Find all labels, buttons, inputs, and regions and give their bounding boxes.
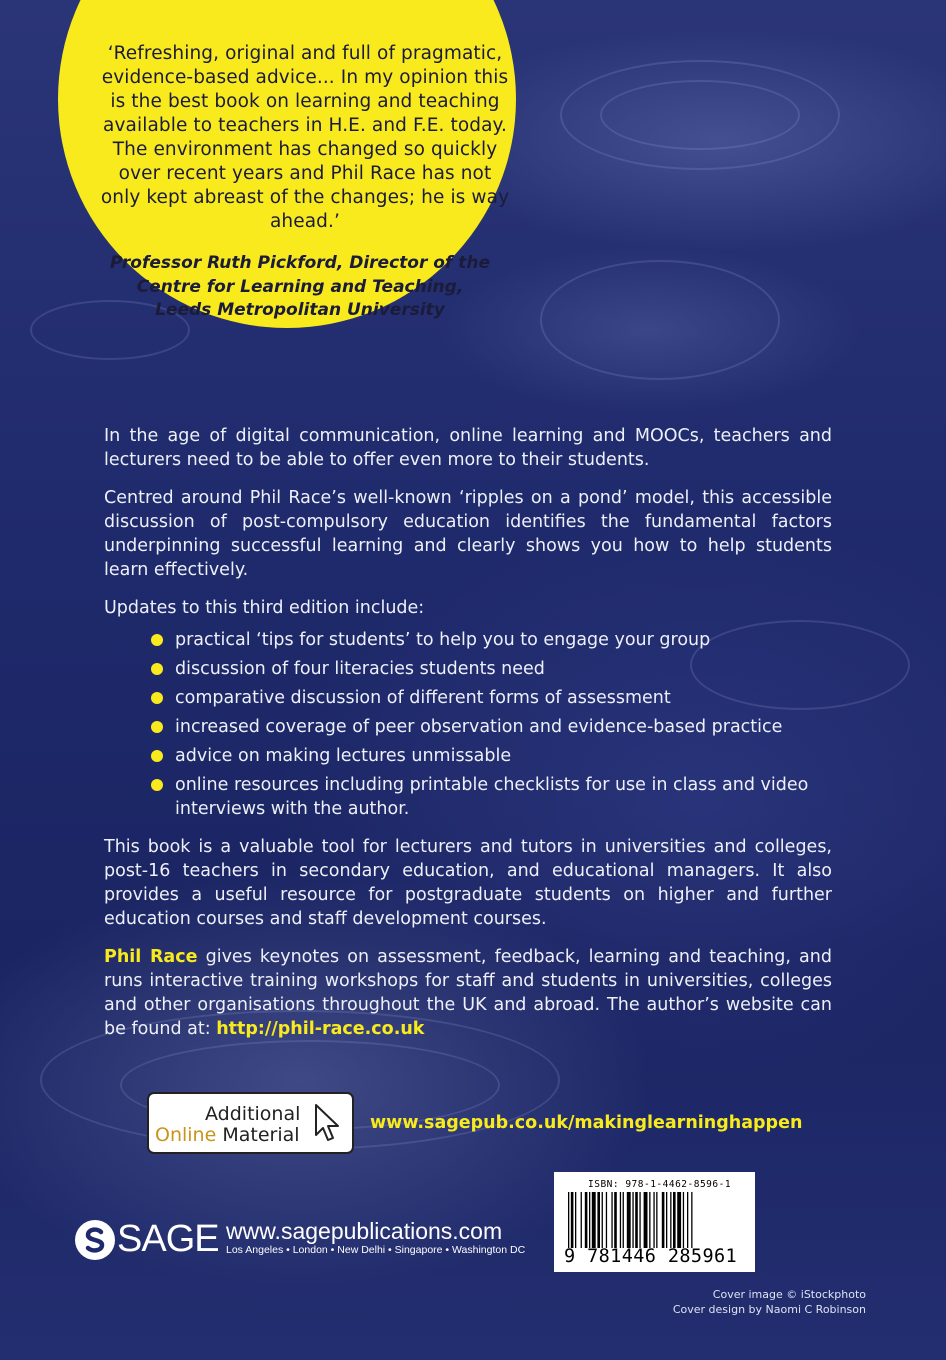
list-item (104, 715, 832, 739)
endorsement-attribution (90, 252, 510, 323)
credit-line: Cover image © iStockphoto (712, 1288, 866, 1301)
bullet-icon (151, 750, 163, 762)
attribution-line: Leeds Metropolitan University (155, 300, 445, 320)
description-paragraph: This book is a valuable tool for lecturers and tutors in universities and colleges, post-16 teachers in secondary education, and educational managers. It also provides a useful resource for postgraduate students on higher and further education courses and staff development courses. (104, 837, 832, 929)
description-paragraph: Centred around Phil Race’s well-known ‘ripples on a pond’ model, this accessible discussion of post-compulsory education identifies the fundamental factors underpinning successful learning and clearly shows you how to help students learn effectively. (104, 488, 832, 580)
badge-word-material: Material (216, 1124, 300, 1146)
bullet-icon (151, 692, 163, 704)
badge-word-online: Online (155, 1124, 217, 1146)
list-item-text: discussion of four literacies students need (175, 659, 545, 679)
list-item-text: practical ‘tips for students’ to help you to engage your group (175, 630, 711, 650)
bullet-icon (151, 721, 163, 733)
updates-intro: Updates to this third edition include: (104, 598, 425, 618)
sage-s-icon (75, 1220, 115, 1260)
ripple-decoration (540, 260, 780, 380)
book-description (104, 424, 832, 1055)
list-item-text: increased coverage of peer observation and evidence-based practice (175, 717, 783, 737)
author-bio (104, 945, 832, 1041)
updates-list (104, 628, 832, 821)
attribution-line: Professor Ruth Pickford, Director of the (109, 253, 491, 273)
list-item-text: comparative discussion of different forms of assessment (175, 688, 671, 708)
description-paragraph: In the age of digital communication, online learning and MOOCs, teachers and lecturers need to be able to offer even more to their students. (104, 426, 832, 470)
list-item (104, 744, 832, 768)
author-website-link[interactable]: http://phil-race.co.uk (216, 1019, 425, 1039)
bullet-icon (151, 634, 163, 646)
isbn-barcode (554, 1172, 755, 1272)
barcode-icon (568, 1192, 744, 1248)
author-bio-text: gives keynotes on assessment, feedback, learning and teaching, and runs interactive training workshops for staff and students in universities, colleges and other organisations throughout the UK and abroad. The author’s website can be found at: (104, 947, 832, 1039)
cover-credits (673, 1287, 866, 1317)
list-item (104, 628, 832, 652)
bullet-icon (151, 779, 163, 791)
list-item-text: advice on making lectures unmissable (175, 746, 512, 766)
barcode-digits: 9 781446 285961 (564, 1246, 738, 1267)
publisher-cities: Los Angeles • London • New Delhi • Singapore • Washington DC (226, 1244, 526, 1256)
badge-line-online-material (155, 1124, 300, 1146)
badge-line-additional: Additional (205, 1103, 301, 1125)
additional-online-material-badge (147, 1092, 354, 1154)
sage-wordmark: SAGE (117, 1218, 219, 1260)
list-item (104, 773, 832, 821)
companion-website-link[interactable]: www.sagepub.co.uk/makinglearninghappen (370, 1113, 803, 1133)
publisher-website[interactable]: www.sagepublications.com (226, 1218, 503, 1244)
attribution-line: Centre for Learning and Teaching, (136, 276, 464, 297)
list-item (104, 657, 832, 681)
list-item-text: online resources including printable checklists for use in class and video interviews with the author. (175, 775, 809, 819)
sage-logo (75, 1218, 219, 1261)
endorsement-quote: ‘Refreshing, original and full of pragmatic, evidence-based advice... In my opinion this is the best book on learning and teaching available to teachers in H.E. and F.E. today. The environment has changed so quickly over recent years and Phil Race has not only kept abreast of the changes; he is way ahead.’ (100, 43, 510, 232)
credit-line: Cover design by Naomi C Robinson (672, 1303, 866, 1316)
isbn-label: ISBN: 978-1-4462-8596-1 (588, 1179, 732, 1190)
list-item (104, 686, 832, 710)
ripple-decoration (600, 80, 800, 150)
cursor-arrow-icon (314, 1103, 340, 1143)
bullet-icon (151, 663, 163, 675)
author-name: Phil Race (104, 947, 198, 967)
